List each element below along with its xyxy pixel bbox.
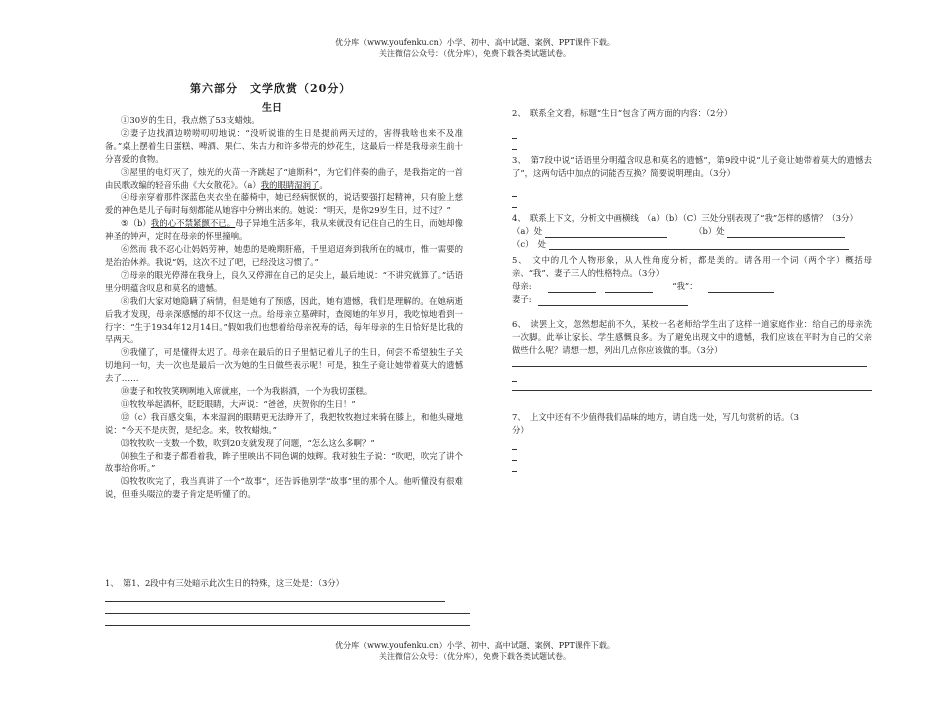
paragraph-9: ⑨我懂了，可是懂得太迟了。母亲在最后的日子里惦记着儿子的生日，何尝不希望独生子关切地问一句，夫一次也是最后一次为她的生日做些表示呢！可是，独生子竟让她带着莫大的遗憾去了…… xyxy=(105,347,463,384)
q5-blank-me[interactable] xyxy=(708,283,774,293)
paragraph-4: ④母亲穿着那件深蓝色夹衣坐在藤椅中，她已经病恹恹的，说话要强打起精神，只有脸上慈爱的神色是儿子每时每刻都能从她容中分辨出来的。她说：“明天，是你29岁生日，过不过？” xyxy=(105,192,463,216)
paragraph-15: ⒂牧牧吹完了，我当真讲了一个“故事”，还告诉他别学“故事”里的那个人。他听懂没有很难说，但垂头啜泣的妻子肯定是听懂了的。 xyxy=(105,476,463,500)
q4-blank-b[interactable] xyxy=(727,228,845,238)
section-title: 第六部分 文学欣赏（20分） xyxy=(190,82,352,95)
paragraph-5 xyxy=(105,217,463,243)
paragraph-3-end: 。 xyxy=(319,179,328,190)
questions-column xyxy=(512,107,872,476)
answer-blank-7a[interactable] xyxy=(512,443,517,450)
question-7-continued: 分） xyxy=(512,424,529,435)
paragraph-14: ⒁独生子和妻子都看着我，眸子里映出不同色调的烛辉。我对独生子说：“吹吧，吹完了讲个故事给你听。” xyxy=(105,450,463,474)
question-1 xyxy=(105,577,475,626)
paragraph-2: ②妻子边找酒边唠唠叨叨地说：“没听说谁的生日是提前两天过的，害得我啥也来不及准备。”桌上摆着生日蛋糕、啤酒、果仁、朱古力和许多带壳的炒花生，这最后一样是我母亲生前十分喜爱的食物。 xyxy=(105,127,463,164)
footer-line-2: 关注微信公众号：（优分库），免费下载各类试题试卷。 xyxy=(379,652,571,661)
question-7: 7、 上文中还有不少值得我们品味的地方，请自选一处，写几句赏析的话。（3 xyxy=(512,411,800,422)
question-3: 3、 第7段中说“话语里分明蕴含叹息和莫名的遗憾”，第9段中说“儿子竟让她带着莫大的遗憾去了”，这两句话中加点的词能否互换？简要说明理由。（3分） xyxy=(512,154,872,178)
answer-line-6a[interactable] xyxy=(512,366,867,367)
header-line-1: 优分库（www.youfenku.cn）小学、初中、高中试题、案例、PPT课件下载。 xyxy=(335,38,615,47)
answer-blank-3a[interactable] xyxy=(512,190,517,197)
q5-blank-mother-2[interactable] xyxy=(605,283,653,293)
question-2: 2、 联系全文看，标题“生日”包含了两方面的内容：（2分） xyxy=(512,108,733,118)
footer-line-1: 优分库（www.youfenku.cn）小学、初中、高中试题、案例、PPT课件下载。 xyxy=(335,641,615,650)
answer-blank-3b[interactable] xyxy=(512,201,517,208)
question-4-answers-ab xyxy=(512,225,872,238)
paragraph-1: ①30岁的生日，我点燃了53支蜡烛。 xyxy=(121,115,260,125)
q4-label-c: （c） 处 xyxy=(512,238,546,249)
answer-blank-2b[interactable] xyxy=(512,143,517,150)
paragraph-5-lead: ⑤（b） xyxy=(121,218,151,229)
question-4-answer-c xyxy=(512,238,872,251)
answer-blank-2a[interactable] xyxy=(512,132,517,139)
underlined-phrase-a: 我的眼睛湿润了 xyxy=(260,179,320,190)
header-line-2: 关注微信公众号：（优分库），免费下载各类试题试卷。 xyxy=(379,49,571,58)
answer-line-6c[interactable] xyxy=(512,390,872,391)
paragraph-8: ⑧我们大家对她隐瞒了病情，但是她有了预感，因此，她有遗憾，我们是理解的。在她病逝后我才发现，母亲深感憾的却不仅这一点。给母亲立墓碑时，查阅她的年岁月，我吃惊地看到一行字：“生于1934年12月14日。”假如我们也想着给母亲祝寿的话，每年母亲的生日恰好是比我的早两天。 xyxy=(105,295,463,345)
q4-blank-c[interactable] xyxy=(549,240,849,250)
answer-blank-7c[interactable] xyxy=(512,465,517,472)
paragraph-3-text: ③屋里的电灯灭了，烛光的火苗一齐跳起了“迪斯科”，为它们伴奏的曲子，是我指定的一首由民歌改编的轻音乐曲《大女散花》。（a） xyxy=(105,166,463,190)
question-5-answers-1 xyxy=(512,280,872,293)
paragraph-6: ⑥然而 我不忍心让妈妈劳神，她患的是晚期肝癌，千里迢迢奔到我所在的城市，惟一需要的是治治休养。我说“妈，这次不过了吧，已经没这习惯了。” xyxy=(105,244,463,267)
paragraph-11: ⑪牧牧举起酒杯，眨眨眼睛，大声说：“爸爸，庆贺你的生日！” xyxy=(121,398,356,409)
question-6: 6、 读罢上文，忽然想起前不久，某校一名老师给学生出了这样一道家庭作业：给自己的母亲洗一次脚。此举让家长、学生感慨良多。为了避免出现文中的遗憾，我们应该在平时为自己的父亲做些什么呢？请想一想，列出几点你应该做的事。（3分） xyxy=(512,319,872,355)
page-footer xyxy=(0,640,950,662)
answer-blank-7b[interactable] xyxy=(512,454,517,461)
answer-blank-6b[interactable] xyxy=(512,375,517,382)
answer-line-1b[interactable] xyxy=(105,613,470,614)
q5-label-me: “我”： xyxy=(672,281,698,292)
article-title: 生日 xyxy=(262,103,282,114)
q5-label-wife: 妻子: xyxy=(512,294,532,305)
page-header xyxy=(0,37,950,59)
paragraph-13: ⒀牧牧吹一支数一个数，吹到20支就发现了问题，“怎么这么多啊？” xyxy=(121,437,375,448)
q4-label-a: （a）处 xyxy=(512,225,543,236)
answer-line-1a[interactable] xyxy=(105,601,445,602)
paragraph-12: ⑫（c）我百感交集，本来湿润的眼睛更无法睁开了，我把牧牧抱过来骑在膝上，和他头碰地说：“今天不是庆贺，是纪念。来，牧牧蜡烛。” xyxy=(105,411,463,435)
q5-blank-mother-1[interactable] xyxy=(548,283,596,293)
q5-blank-wife[interactable] xyxy=(538,296,688,306)
article-body xyxy=(105,114,463,501)
paragraph-10: ⑩妻子和牧牧笑咧咧地入席就座，一个为我斟酒，一个为我切蛋糕。 xyxy=(121,386,373,397)
paragraph-5-text: 母子异地生活多年，我从来就没有记住自己的生日，而她却像神圣的钟声，定时在母亲的怀里撞响。 xyxy=(105,218,463,242)
answer-line-1c[interactable] xyxy=(105,625,470,626)
question-4: 4、 联系上下文，分析文中画横线 （a）（b）（C）三处分别表现了“我”怎样的感情？（3分） xyxy=(512,212,858,223)
question-1-text: 1、 第1、2段中有三处暗示此次生日的特殊，这三处是：（3分） xyxy=(105,578,345,588)
underlined-phrase-b: 我的心不禁紧颤不已。 xyxy=(150,218,236,229)
q5-label-mother: 母亲: xyxy=(512,281,532,292)
paragraph-3 xyxy=(105,166,463,192)
question-5-answers-2 xyxy=(512,293,872,306)
paragraph-7: ⑦母亲的眼光停滞在我身上，良久又停滞在自己的足尖上，最后地说：“不讲究就算了。”话语里分明蕴含叹息和莫名的遗憾。 xyxy=(105,269,463,293)
question-5: 5、 文中的几个人物形象，从人性角度分析，都是美的。请各用一个词（两个字）概括母亲、“我”、妻子三人的性格特点。（3分） xyxy=(512,255,872,279)
q4-blank-a[interactable] xyxy=(545,228,667,238)
q4-label-b: （b）处 xyxy=(694,225,725,236)
